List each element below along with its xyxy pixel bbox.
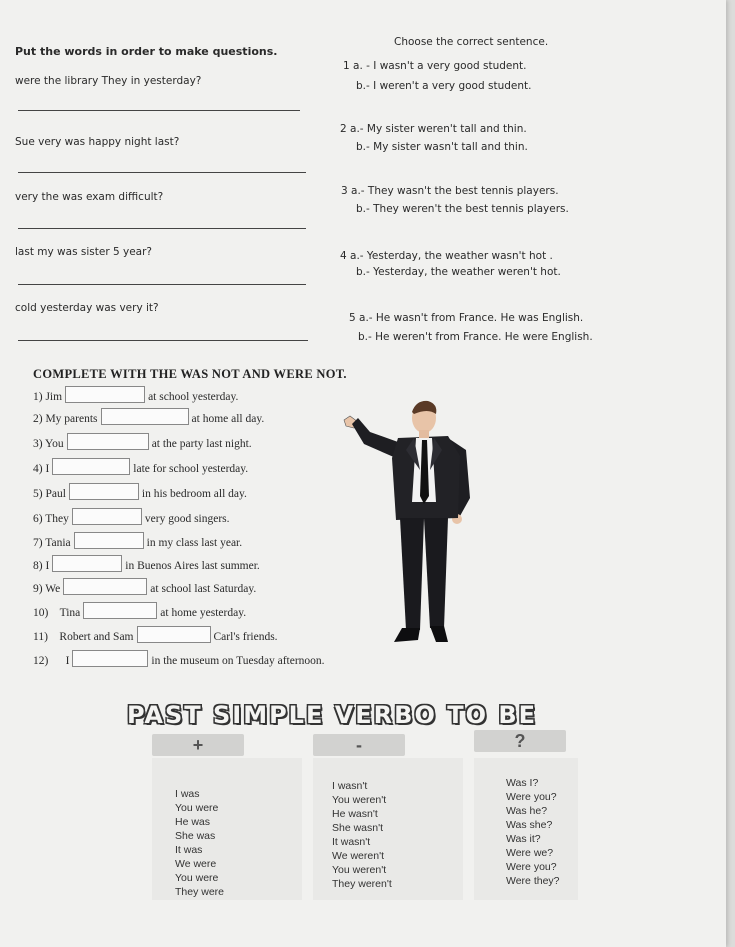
item-subject: 1) Jim [33,391,63,403]
item-rest: Carl's friends. [213,631,278,643]
item-rest: very good singers. [144,513,230,525]
answer-box[interactable] [72,508,142,525]
list-item: Were you? [506,861,557,873]
item-subject: 2) My parents [33,413,98,425]
item-rest: in his bedroom all day. [141,488,247,500]
choice-3a[interactable]: 3 a.- They wasn't the best tennis players. [341,185,559,197]
complete-item-11 [33,626,278,643]
list-item: Was I? [506,777,539,789]
list-item: I was [175,788,200,800]
order-item-2: Sue very was happy night last? [15,136,180,148]
choice-4b[interactable]: b.- Yesterday, the weather weren't hot. [356,266,561,278]
item-subject: 11) Robert and Sam [33,631,134,643]
order-item-4: last my was sister 5 year? [15,246,152,258]
item-rest: in my class last year. [146,537,243,549]
complete-item-1 [33,386,238,403]
list-item: They were [175,886,225,898]
question-forms [506,776,560,888]
list-item: You weren't [332,864,387,876]
answer-box[interactable] [137,626,211,643]
list-item: You were [175,802,219,814]
tab-negative: - [313,734,405,756]
list-item: They weren't [332,878,392,890]
choose-section-title: Choose the correct sentence. [394,36,549,48]
complete-item-8 [33,555,260,572]
list-item: You were [175,872,219,884]
choice-1b[interactable]: b.- I weren't a very good student. [356,80,532,92]
item-rest: late for school yesterday. [133,463,249,475]
item-subject: 6) They [33,513,69,525]
order-item-5: cold yesterday was very it? [15,302,159,314]
choice-4a[interactable]: 4 a.- Yesterday, the weather wasn't hot . [340,250,553,262]
past-simple-title: PAST SIMPLE VERBO TO BE [127,701,538,729]
answer-box[interactable] [65,386,145,403]
list-item: We were [175,858,217,870]
positive-forms [175,787,224,899]
answer-box[interactable] [52,458,130,475]
list-item: He was [175,816,211,828]
choice-5a[interactable]: 5 a.- He wasn't from France. He was English. [349,312,584,324]
list-item: I wasn't [332,780,368,792]
choice-1a[interactable]: 1 a. - I wasn't a very good student. [343,60,527,72]
list-item: She wasn't [332,822,384,834]
item-rest: at the party last night. [151,438,252,450]
businessman-illustration [336,398,476,644]
item-subject: 12) I [33,655,70,667]
complete-item-10 [33,602,246,619]
complete-item-7 [33,532,242,549]
item-subject: 5) Paul [33,488,66,500]
answer-box[interactable] [101,408,189,425]
answer-line-5[interactable] [18,340,308,341]
answer-box[interactable] [67,433,149,450]
list-item: Were we? [506,847,554,859]
complete-section-title: COMPLETE WITH THE WAS NOT AND WERE NOT. [33,367,347,381]
list-item: Was he? [506,805,548,817]
negative-forms [332,779,392,891]
list-item: You weren't [332,794,387,806]
complete-item-2 [33,408,264,425]
tab-positive: + [152,734,244,756]
item-rest: at school yesterday. [148,391,239,403]
answer-line-3[interactable] [18,228,306,229]
item-rest: at home yesterday. [160,607,247,619]
list-item: It wasn't [332,836,371,848]
list-item: Was it? [506,833,541,845]
answer-box[interactable] [72,650,148,667]
order-item-1: were the library They in yesterday? [15,75,202,87]
item-rest: at school last Saturday. [150,583,257,595]
answer-box[interactable] [63,578,147,595]
answer-line-2[interactable] [18,172,306,173]
choice-2a[interactable]: 2 a.- My sister weren't tall and thin. [340,123,527,135]
answer-box[interactable] [74,532,144,549]
list-item: We weren't [332,850,384,862]
list-item: It was [175,844,203,856]
complete-item-5 [33,483,247,500]
item-subject: 8) I [33,560,50,572]
complete-item-4 [33,458,248,475]
answer-box[interactable] [69,483,139,500]
choice-2b[interactable]: b.- My sister wasn't tall and thin. [356,141,528,153]
item-subject: 7) Tania [33,537,71,549]
answer-line-1[interactable] [18,110,300,111]
tab-question: ? [474,730,566,752]
list-item: He wasn't [332,808,378,820]
list-item: Were you? [506,791,557,803]
complete-item-6 [33,508,230,525]
item-subject: 9) We [33,583,61,595]
item-subject: 4) I [33,463,50,475]
item-subject: 3) You [33,438,64,450]
item-rest: in Buenos Aires last summer. [125,560,260,572]
complete-item-3 [33,433,252,450]
answer-box[interactable] [52,555,122,572]
order-section-title: Put the words in order to make questions. [15,45,278,58]
choice-3b[interactable]: b.- They weren't the best tennis players. [356,203,569,215]
order-item-3: very the was exam difficult? [15,191,164,203]
answer-box[interactable] [83,602,157,619]
item-rest: at home all day. [191,413,265,425]
complete-item-12 [33,650,325,667]
list-item: She was [175,830,216,842]
complete-item-9 [33,578,256,595]
list-item: Was she? [506,819,553,831]
answer-line-4[interactable] [18,284,306,285]
choice-5b[interactable]: b.- He weren't from France. He were English. [358,331,593,343]
item-subject: 10) Tina [33,607,81,619]
list-item: Were they? [506,875,560,887]
item-rest: in the museum on Tuesday afternoon. [151,655,325,667]
